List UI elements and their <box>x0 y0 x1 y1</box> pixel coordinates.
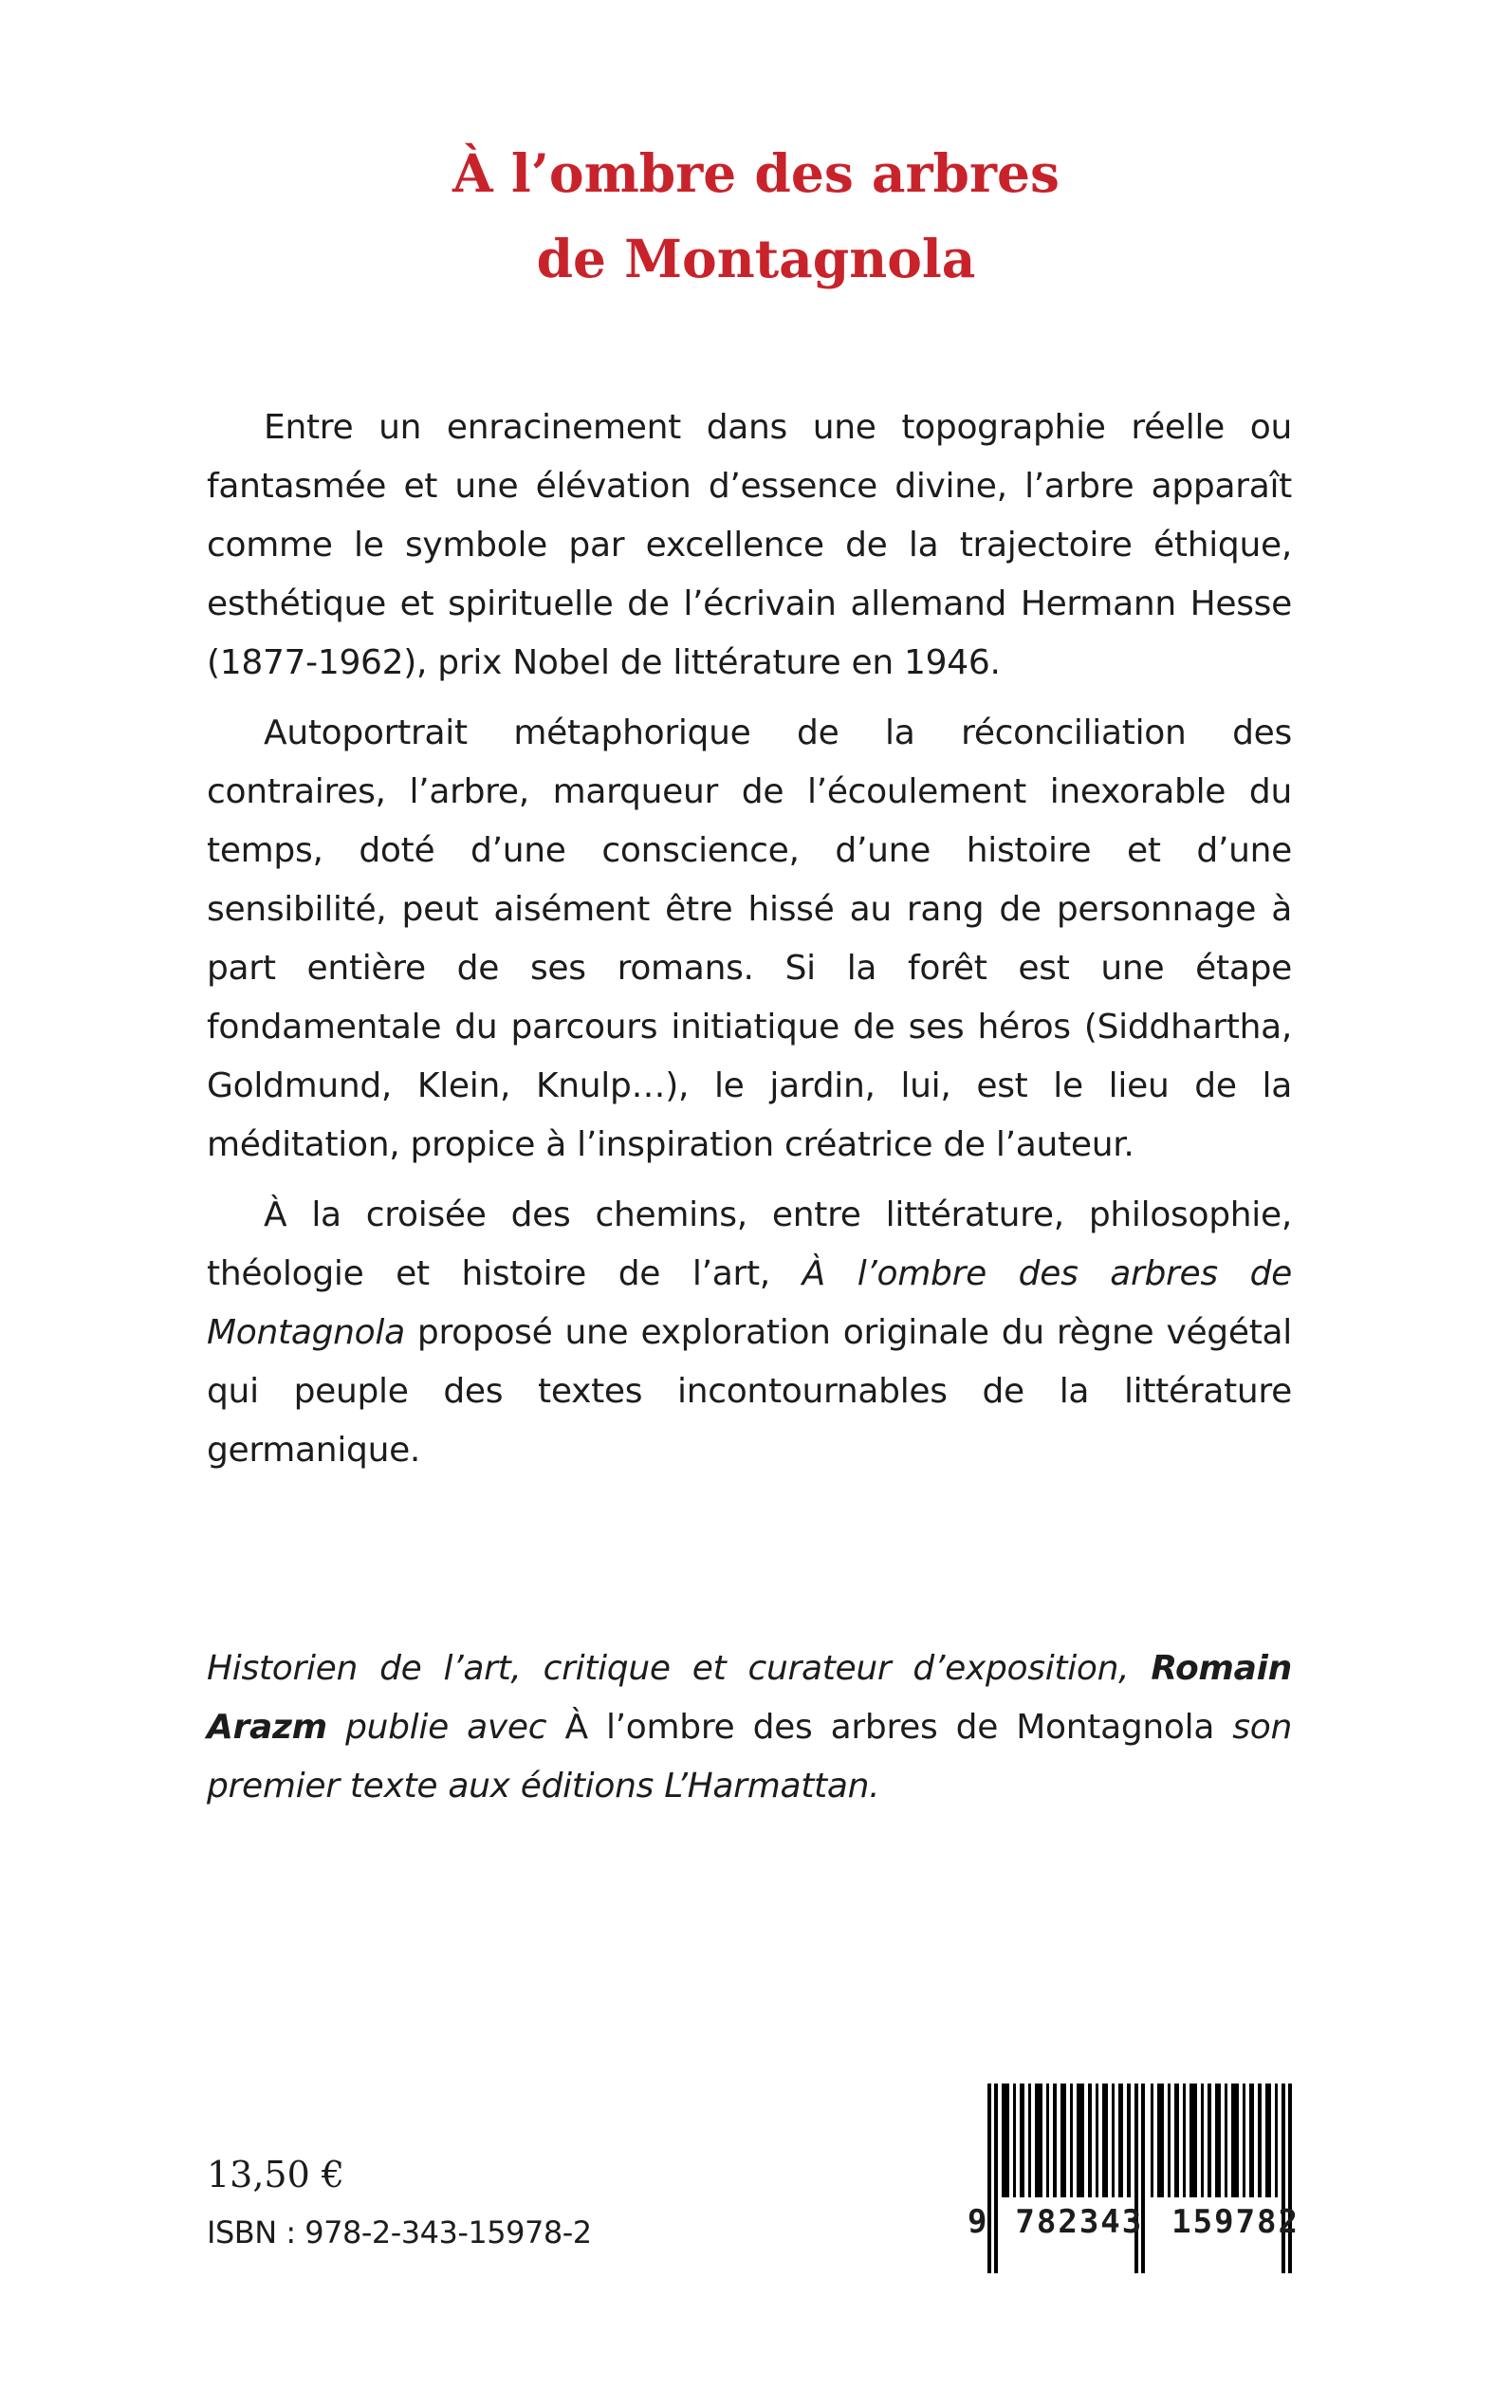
bio-part-2: publie avec <box>326 1708 565 1747</box>
barcode-digits <box>968 2194 1300 2241</box>
blurb-book-title: À l’ombre des arbres de Montagnola <box>207 1254 1292 1352</box>
blurb-paragraph-3 <box>207 1186 1292 1480</box>
author-bio <box>207 1639 1292 1816</box>
book-title <box>0 131 1512 302</box>
barcode <box>984 2084 1294 2273</box>
bio-part-1: Historien de l’art, critique et curateur d’exposition, <box>207 1649 1152 1688</box>
barcode-first-digit: 9 <box>968 2203 987 2241</box>
price: 13,50 € <box>207 2154 345 2195</box>
bio-book-title: À l’ombre des arbres de Montagnola <box>564 1708 1215 1747</box>
barcode-group-1: 782343 <box>1015 2203 1144 2241</box>
barcode-group-2: 159782 <box>1171 2203 1300 2241</box>
book-title-line-2: de Montagnola <box>536 228 976 289</box>
book-title-line-1: À l’ombre des arbres <box>452 142 1060 204</box>
blurb-paragraph-1: Entre un enracinement dans une topographie réelle ou fantasmée et une élévation d’essence divine, l’arbre apparaît comme le symbole par excellence de la trajectoire éthique, esthétique et spirituelle de l’écrivain allemand Hermann Hesse (1877-1962), prix Nobel de littérature en 1946. <box>207 408 1292 682</box>
blurb-paragraph-2: Autoportrait métaphorique de la réconciliation des contraires, l’arbre, marqueur de l’écoulement inexorable du temps, doté d’une conscience, d’une histoire et d’une sensibilité, peut aisément être hissé au rang de personnage à part entière de ses romans. Si la forêt est une étape fondamentale du parcours initiatique de ses héros (Siddhartha, Goldmund, Klein, Knulp…), le jardin, lui, est le lieu de la méditation, propice à l’inspiration créatrice de l’auteur. <box>207 713 1292 1164</box>
isbn: ISBN : 978-2-343-15978-2 <box>207 2214 592 2251</box>
blurb-paragraph-3-start: À la croisée des chemins, entre littérature, philosophie, théologie et histoire de l’art, <box>207 1195 1292 1293</box>
blurb <box>207 398 1292 1491</box>
author-name: Romain Arazm <box>207 1649 1292 1747</box>
blurb-paragraph-3-end: proposé une exploration originale du règne végétal qui peuple des textes incontournables de la littérature germanique. <box>207 1313 1292 1470</box>
bio-part-3: son premier texte aux éditions L’Harmattan. <box>207 1708 1292 1806</box>
